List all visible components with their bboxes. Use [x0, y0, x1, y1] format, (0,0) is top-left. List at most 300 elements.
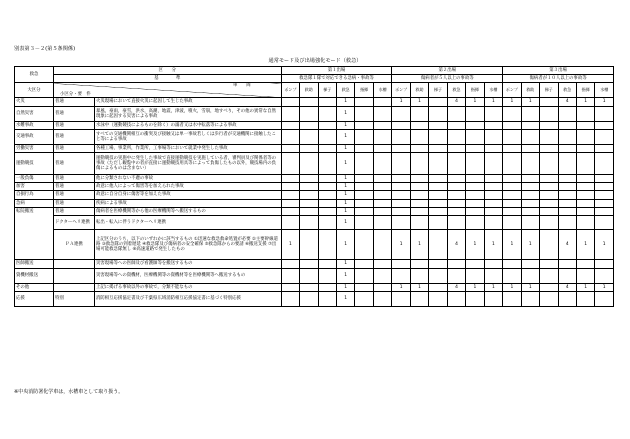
vehicle-count-l1 [318, 191, 336, 199]
vehicle-count-l1: 1 [336, 283, 354, 291]
vehicle-count-l1 [281, 283, 299, 291]
vehicle-count-l1: 1 [336, 260, 354, 268]
row-minor-category: 普通 [53, 121, 94, 129]
vehicle-count-l2: 1 [410, 283, 428, 291]
row-major-category: その他 [15, 283, 54, 291]
vehicle-count-l3 [558, 260, 576, 268]
vehicle-count-l3 [540, 98, 558, 106]
vehicle-count-l3 [595, 144, 614, 152]
vehicle-count-l1 [281, 174, 299, 182]
row-minor-category: 普通 [53, 98, 94, 106]
vehicle-count-l1 [355, 152, 373, 174]
vehicle-count-l2 [410, 121, 428, 129]
vehicle-header-l1-1: 救助 [300, 83, 318, 98]
vehicle-count-l2 [429, 207, 447, 215]
vehicle-count-l2 [429, 229, 447, 260]
vehicle-count-l2 [484, 207, 503, 215]
row-major-category [15, 229, 54, 260]
vehicle-count-l3 [595, 268, 614, 283]
row-major-category: 交通事故 [15, 129, 54, 144]
footnote: ※中央消防署化学車は，水槽車として取り扱う。 [14, 389, 124, 395]
vehicle-count-l3 [576, 268, 594, 283]
vehicle-count-l2 [429, 152, 447, 174]
vehicle-count-l1 [318, 183, 336, 191]
row-criteria: 傷病者を医療機関等から他の医療機関等へ搬送するもの [94, 207, 281, 215]
vehicle-count-l1 [318, 106, 336, 121]
vehicle-header-l3-3: 救急 [558, 83, 576, 98]
vehicle-count-l3 [558, 144, 576, 152]
row-criteria: 消防相互応援協定書及び千葉県広域消防相互応援協定書に基づく特別応援 [94, 291, 281, 306]
vehicle-count-l3 [503, 129, 521, 144]
row-major-category: 自然災害 [15, 106, 54, 121]
header-sharyou: 車 両 [233, 83, 251, 89]
vehicle-count-l3: 4 [558, 98, 576, 106]
vehicle-count-l2 [466, 152, 484, 174]
table-row [15, 106, 614, 121]
vehicle-count-l2: 1 [484, 283, 503, 291]
vehicle-count-l1 [300, 191, 318, 199]
vehicle-count-l1: 1 [336, 98, 354, 106]
vehicle-count-l1 [318, 152, 336, 174]
vehicle-count-l2 [429, 129, 447, 144]
vehicle-count-l1 [318, 121, 336, 129]
table-row [15, 152, 614, 174]
row-major-category: 医師搬送 [15, 260, 54, 268]
row-minor-category: 普通 [53, 174, 94, 182]
vehicle-count-l1 [281, 191, 299, 199]
vehicle-count-l1 [373, 260, 392, 268]
vehicle-count-l1 [373, 106, 392, 121]
vehicle-count-l1 [318, 215, 336, 229]
vehicle-count-l1 [355, 215, 373, 229]
table-row [15, 199, 614, 207]
vehicle-count-l1 [318, 268, 336, 283]
vehicle-count-l2 [410, 106, 428, 121]
vehicle-count-l2: 4 [447, 98, 465, 106]
header-kubun: 区 分 [53, 67, 281, 75]
vehicle-count-l3 [540, 152, 558, 174]
vehicle-count-l2: 1 [466, 98, 484, 106]
vehicle-count-l1 [300, 129, 318, 144]
vehicle-count-l2 [410, 207, 428, 215]
vehicle-count-l2 [466, 268, 484, 283]
vehicle-count-l2 [466, 207, 484, 215]
vehicle-count-l2 [429, 215, 447, 229]
vehicle-count-l2 [392, 191, 410, 199]
row-major-category: 一般負傷 [15, 174, 54, 182]
vehicle-count-l3 [521, 174, 539, 182]
vehicle-count-l2 [410, 291, 428, 306]
table-row [15, 129, 614, 144]
row-major-category: 運動競技 [15, 152, 54, 174]
row-criteria: 暴風，豪雨，豪雪，洪水，高潮，地震，津波，噴火，雪崩，地すべり，その他の異常な自然現象に起因する災害による事故 [94, 106, 281, 121]
vehicle-count-l1 [281, 291, 299, 306]
vehicle-count-l2: 1 [410, 98, 428, 106]
vehicle-count-l1 [355, 283, 373, 291]
row-criteria: 上記に掲げる事故以外の事故で，分類不能なもの [94, 283, 281, 291]
vehicle-count-l2 [392, 174, 410, 182]
vehicle-count-l1 [281, 260, 299, 268]
vehicle-header-l1-4: 指揮 [355, 83, 373, 98]
vehicle-count-l1 [300, 152, 318, 174]
vehicle-count-l2 [410, 268, 428, 283]
row-criteria: 疾病による事故 [94, 199, 281, 207]
vehicle-count-l1: 1 [336, 183, 354, 191]
vehicle-count-l3: 1 [503, 229, 521, 260]
vehicle-count-l1 [281, 215, 299, 229]
vehicle-count-l3 [503, 106, 521, 121]
vehicle-header-l3-0: ポンプ [503, 83, 521, 98]
vehicle-count-l3 [576, 199, 594, 207]
vehicle-count-l2 [484, 215, 503, 229]
vehicle-count-l3 [540, 129, 558, 144]
header-level3: 第３出場 [503, 67, 614, 75]
header-level2: 第２出場 [392, 67, 503, 75]
vehicle-count-l1 [373, 121, 392, 129]
vehicle-count-l3 [558, 152, 576, 174]
document-title: 通常モード及び出場強化モード（救急） [268, 58, 362, 64]
vehicle-count-l3 [558, 106, 576, 121]
vehicle-count-l3 [540, 229, 558, 260]
vehicle-count-l2 [484, 183, 503, 191]
row-minor-category: 普通 [53, 207, 94, 215]
vehicle-count-l2 [466, 174, 484, 182]
vehicle-count-l1 [355, 207, 373, 215]
vehicle-count-l2 [410, 260, 428, 268]
table-row [15, 229, 614, 260]
header-level1-desc: 救急隊１隊で対応できる急病・事故等 [281, 75, 392, 83]
vehicle-count-l2 [484, 121, 503, 129]
vehicle-count-l1: 1 [336, 268, 354, 283]
vehicle-count-l2 [466, 191, 484, 199]
row-minor-category: 普通 [53, 106, 94, 121]
vehicle-count-l3 [503, 121, 521, 129]
vehicle-count-l3 [558, 199, 576, 207]
row-criteria: 水泳中（運動競技によるものを除く）の溺者又は水中転落等による事故 [94, 121, 281, 129]
vehicle-count-l2 [410, 215, 428, 229]
vehicle-count-l2 [392, 144, 410, 152]
header-level2-desc: 傷病者が５人以上の事故等 [392, 75, 503, 83]
row-minor-category: ドクターヘリ連携 [53, 215, 94, 229]
vehicle-header-l2-1: 救助 [410, 83, 428, 98]
vehicle-count-l3 [595, 129, 614, 144]
vehicle-count-l3 [558, 191, 576, 199]
row-major-category [15, 215, 54, 229]
vehicle-count-l2: 1 [392, 283, 410, 291]
vehicle-count-l2 [392, 129, 410, 144]
table-row [15, 268, 614, 283]
vehicle-count-l3 [521, 106, 539, 121]
vehicle-count-l2 [429, 291, 447, 306]
vehicle-count-l3 [503, 260, 521, 268]
vehicle-count-l1 [300, 121, 318, 129]
vehicle-count-l2 [484, 260, 503, 268]
vehicle-count-l3 [576, 174, 594, 182]
vehicle-count-l1 [318, 260, 336, 268]
vehicle-count-l2 [447, 183, 465, 191]
vehicle-count-l3 [521, 268, 539, 283]
vehicle-count-l1 [355, 183, 373, 191]
vehicle-count-l1 [373, 199, 392, 207]
vehicle-count-l1 [300, 229, 318, 260]
vehicle-count-l3 [576, 191, 594, 199]
table-row [15, 207, 614, 215]
vehicle-count-l1 [373, 268, 392, 283]
vehicle-count-l3: 4 [558, 283, 576, 291]
vehicle-count-l2 [410, 191, 428, 199]
row-major-category: 自損行為 [15, 191, 54, 199]
vehicle-count-l1: 1 [336, 215, 354, 229]
vehicle-count-l2 [429, 260, 447, 268]
vehicle-count-l3: 1 [595, 229, 614, 260]
vehicle-header-l1-2: 梯子 [318, 83, 336, 98]
vehicle-count-l2 [392, 152, 410, 174]
vehicle-count-l3 [521, 260, 539, 268]
vehicle-header-l3-1: 救助 [521, 83, 539, 98]
vehicle-count-l1 [318, 283, 336, 291]
vehicle-count-l1 [373, 215, 392, 229]
vehicle-count-l1 [355, 229, 373, 260]
vehicle-count-l3 [576, 291, 594, 306]
vehicle-count-l3 [540, 174, 558, 182]
vehicle-count-l1 [355, 268, 373, 283]
vehicle-count-l2 [447, 260, 465, 268]
vehicle-count-l3: 1 [503, 283, 521, 291]
vehicle-count-l1 [355, 199, 373, 207]
vehicle-count-l2 [447, 207, 465, 215]
vehicle-count-l2 [466, 106, 484, 121]
vehicle-count-l1 [300, 260, 318, 268]
vehicle-count-l3 [558, 291, 576, 306]
vehicle-count-l2 [429, 106, 447, 121]
vehicle-count-l2 [447, 152, 465, 174]
vehicle-count-l3 [521, 191, 539, 199]
vehicle-count-l2 [447, 291, 465, 306]
row-criteria: 上記区分のうち，以下のいずれかに該当するもの ①迅速な救急救命処置が必要 ②主要幹線道路 ③救急隊の到着遅延 ④救急隊及び傷病者の安全確保 ⑤救急隊からの要請 ⑥搬送支援 ⑦出場可能救急隊無し ⑧高速道路で発生したもの [94, 229, 281, 260]
vehicle-count-l1 [355, 191, 373, 199]
row-criteria: すべての交通機関相互の衝突及び接触又は単一事故若しくは歩行者が交通機関に接触したこと等による事故 [94, 129, 281, 144]
header-kyuukyuu: 救急 [15, 67, 54, 83]
vehicle-header-l3-5: 水槽 [595, 83, 614, 98]
vehicle-count-l2: 4 [447, 229, 465, 260]
vehicle-count-l2 [410, 174, 428, 182]
vehicle-count-l1 [281, 144, 299, 152]
table-row [15, 260, 614, 268]
vehicle-count-l3 [503, 291, 521, 306]
vehicle-header-l2-4: 指揮 [466, 83, 484, 98]
vehicle-count-l2 [484, 199, 503, 207]
vehicle-count-l2 [484, 191, 503, 199]
vehicle-count-l3 [521, 121, 539, 129]
vehicle-count-l3 [595, 215, 614, 229]
vehicle-count-l3: 1 [576, 283, 594, 291]
vehicle-count-l2 [392, 121, 410, 129]
vehicle-count-l2 [447, 199, 465, 207]
vehicle-count-l3 [558, 215, 576, 229]
vehicle-count-l2 [429, 144, 447, 152]
vehicle-count-l3 [576, 183, 594, 191]
vehicle-count-l1 [373, 283, 392, 291]
dispatch-table [14, 66, 614, 307]
vehicle-count-l3 [558, 174, 576, 182]
vehicle-count-l1 [300, 98, 318, 106]
row-major-category: 加害 [15, 183, 54, 191]
vehicle-count-l2 [447, 191, 465, 199]
row-major-category: 火災 [15, 98, 54, 106]
vehicle-count-l2: 1 [466, 229, 484, 260]
vehicle-count-l2 [466, 215, 484, 229]
row-major-category: 急病 [15, 199, 54, 207]
vehicle-count-l3 [521, 215, 539, 229]
vehicle-count-l3 [576, 260, 594, 268]
vehicle-count-l1 [318, 98, 336, 106]
vehicle-count-l1 [318, 129, 336, 144]
table-row [15, 291, 614, 306]
vehicle-count-l2 [429, 174, 447, 182]
vehicle-count-l1 [318, 207, 336, 215]
vehicle-count-l2 [447, 215, 465, 229]
vehicle-count-l3 [503, 268, 521, 283]
vehicle-count-l1: 1 [336, 207, 354, 215]
row-criteria: 災害現場等への医師及び看護師等を搬送するもの [94, 260, 281, 268]
vehicle-count-l2 [447, 144, 465, 152]
row-minor-category: 普通 [53, 183, 94, 191]
vehicle-count-l3 [595, 152, 614, 174]
vehicle-count-l1 [355, 260, 373, 268]
vehicle-count-l1: 1 [336, 129, 354, 144]
vehicle-count-l3 [503, 183, 521, 191]
vehicle-count-l1 [300, 199, 318, 207]
header-shoukubun: 小区分・要 件 [59, 92, 91, 98]
vehicle-count-l2 [392, 215, 410, 229]
document-reference: 別表第３－２(第５条関係) [14, 46, 76, 52]
vehicle-count-l1 [355, 174, 373, 182]
table-row [15, 283, 614, 291]
vehicle-count-l1 [318, 199, 336, 207]
row-major-category: 資機材搬送 [15, 268, 54, 283]
vehicle-count-l3: 1 [595, 283, 614, 291]
vehicle-count-l2 [484, 144, 503, 152]
vehicle-count-l2: 1 [484, 98, 503, 106]
vehicle-count-l1 [281, 207, 299, 215]
vehicle-count-l2 [466, 291, 484, 306]
vehicle-count-l2 [410, 199, 428, 207]
vehicle-count-l1 [373, 229, 392, 260]
vehicle-count-l3 [558, 121, 576, 129]
vehicle-count-l2 [447, 121, 465, 129]
table-row [15, 215, 614, 229]
vehicle-count-l1 [300, 174, 318, 182]
vehicle-count-l3 [595, 291, 614, 306]
vehicle-count-l2 [410, 152, 428, 174]
vehicle-count-l2 [484, 129, 503, 144]
header-kijun: 基 準 [53, 75, 281, 83]
vehicle-count-l3 [540, 260, 558, 268]
row-minor-category: 普通 [53, 152, 94, 174]
vehicle-count-l2 [392, 260, 410, 268]
vehicle-count-l1: 1 [336, 106, 354, 121]
vehicle-count-l3 [540, 283, 558, 291]
row-minor-category: 普通 [53, 144, 94, 152]
vehicle-count-l3 [595, 183, 614, 191]
vehicle-count-l3 [521, 129, 539, 144]
vehicle-count-l1 [373, 183, 392, 191]
vehicle-count-l3 [521, 183, 539, 191]
row-criteria: 故意に自分自身に傷害等を加えた事故 [94, 191, 281, 199]
vehicle-count-l3 [576, 129, 594, 144]
vehicle-count-l2 [429, 121, 447, 129]
vehicle-count-l3 [503, 199, 521, 207]
vehicle-count-l2 [429, 283, 447, 291]
vehicle-count-l3 [540, 121, 558, 129]
vehicle-count-l1 [318, 144, 336, 152]
vehicle-count-l2 [410, 144, 428, 152]
vehicle-count-l3 [595, 121, 614, 129]
vehicle-count-l1: 1 [336, 121, 354, 129]
row-major-category: 水難事故 [15, 121, 54, 129]
vehicle-count-l2: 1 [410, 229, 428, 260]
vehicle-count-l3 [540, 191, 558, 199]
vehicle-count-l3 [576, 215, 594, 229]
vehicle-count-l1 [373, 174, 392, 182]
vehicle-count-l3: 4 [558, 229, 576, 260]
vehicle-header-l2-3: 救急 [447, 83, 465, 98]
row-minor-category [53, 283, 94, 291]
vehicle-count-l1 [355, 144, 373, 152]
vehicle-count-l1: 1 [336, 144, 354, 152]
vehicle-count-l2 [466, 199, 484, 207]
vehicle-count-l3 [521, 207, 539, 215]
vehicle-header-l1-0: ポンプ [281, 83, 299, 98]
vehicle-count-l3 [540, 215, 558, 229]
vehicle-count-l3 [521, 199, 539, 207]
vehicle-count-l2: 1 [392, 229, 410, 260]
vehicle-count-l2: 4 [447, 283, 465, 291]
vehicle-count-l2 [392, 268, 410, 283]
row-criteria: 故意に他人によって傷害等を加えられた事故 [94, 183, 281, 191]
vehicle-count-l2 [466, 183, 484, 191]
vehicle-count-l1 [373, 191, 392, 199]
vehicle-count-l3 [503, 207, 521, 215]
row-criteria: 災害現場等への資機材，医療機関等の資機材等を医療機関等へ搬送するもの [94, 268, 281, 283]
row-minor-category: ＰＡ連携 [53, 229, 94, 260]
vehicle-count-l1 [355, 106, 373, 121]
vehicle-count-l1: 1 [336, 191, 354, 199]
vehicle-count-l2 [429, 199, 447, 207]
vehicle-header-l2-5: 水槽 [484, 83, 503, 98]
row-minor-category: 普通 [53, 199, 94, 207]
vehicle-count-l3 [576, 207, 594, 215]
vehicle-count-l3 [595, 207, 614, 215]
vehicle-count-l3 [503, 152, 521, 174]
vehicle-header-l3-2: 梯子 [540, 83, 558, 98]
vehicle-count-l1 [281, 98, 299, 106]
vehicle-count-l2 [392, 106, 410, 121]
vehicle-count-l3 [576, 152, 594, 174]
row-minor-category [53, 260, 94, 268]
vehicle-count-l1 [373, 152, 392, 174]
vehicle-count-l3 [540, 106, 558, 121]
vehicle-count-l1 [281, 199, 299, 207]
vehicle-count-l2 [466, 129, 484, 144]
vehicle-count-l1 [300, 215, 318, 229]
header-daikubun: 大区分 [15, 83, 54, 98]
vehicle-count-l2 [466, 121, 484, 129]
vehicle-count-l3 [540, 268, 558, 283]
header-row-3 [15, 83, 614, 98]
row-criteria: 火災現場において直接火災に起因して生じた事故 [94, 98, 281, 106]
vehicle-count-l1: 1 [336, 229, 354, 260]
